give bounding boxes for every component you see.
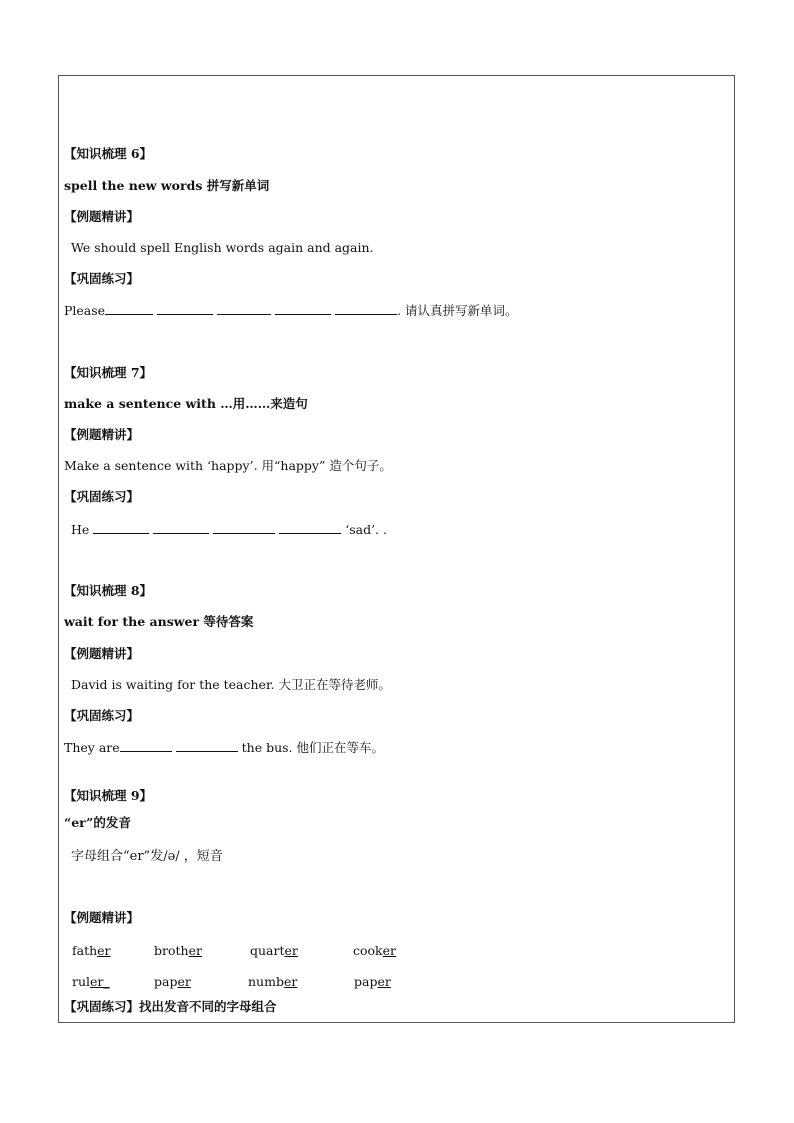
section8-heading: 【知识梳理 8】 — [64, 583, 153, 598]
section9-phrase: “er”的发音 — [64, 815, 131, 830]
section9-practice — [64, 999, 277, 1015]
section7-practice-heading: 【巩固练习】 — [64, 489, 140, 504]
practice-text: He — [71, 522, 90, 537]
section6-example: We should spell English words again and again. — [71, 240, 374, 255]
example-word: father — [72, 943, 111, 958]
example-word: cooker — [353, 943, 397, 958]
answer-blank[interactable] — [157, 302, 213, 315]
section8-practice — [64, 739, 384, 756]
section7-example-heading: 【例题精讲】 — [64, 427, 140, 442]
practice-text: the bus. 他们正在等车。 — [241, 740, 384, 755]
practice-text: ‘sad’. . — [345, 522, 387, 537]
example-word: brother — [154, 943, 202, 958]
section8-practice-heading: 【巩固练习】 — [64, 708, 140, 723]
section7-heading: 【知识梳理 7】 — [64, 365, 153, 380]
answer-blank[interactable] — [213, 521, 275, 534]
section6-example-heading: 【例题精讲】 — [64, 209, 140, 224]
section8-example-heading: 【例题精讲】 — [64, 646, 140, 661]
section6-practice — [64, 302, 517, 319]
answer-blank[interactable] — [176, 739, 238, 752]
section6-practice-heading: 【巩固练习】 — [64, 271, 140, 286]
example-word: ruler_ — [72, 974, 110, 989]
example-word: paper — [354, 974, 391, 989]
answer-blank[interactable] — [93, 521, 149, 534]
section8-example: David is waiting for the teacher. 大卫正在等待老师。 — [71, 677, 392, 692]
practice-text: . 请认真拼写新单词。 — [397, 303, 518, 318]
answer-blank[interactable] — [279, 521, 341, 534]
section9-practice-heading: 【巩固练习】 — [64, 999, 140, 1014]
answer-blank[interactable] — [275, 302, 331, 315]
answer-blank[interactable] — [105, 302, 153, 315]
section6-phrase: spell the new words 拼写新单词 — [64, 178, 270, 193]
example-word: quarter — [250, 943, 298, 958]
answer-blank[interactable] — [153, 521, 209, 534]
example-word: number — [248, 974, 298, 989]
content-frame — [58, 75, 735, 1023]
answer-blank[interactable] — [335, 302, 397, 315]
section8-phrase: wait for the answer 等待答案 — [64, 614, 254, 629]
answer-blank[interactable] — [120, 739, 172, 752]
section9-rule: 字母组合“er”发/ə/ ，短音 — [71, 849, 223, 864]
section7-example: Make a sentence with ‘happy’. 用“happy” 造个句子。 — [64, 458, 392, 473]
practice-text: They are — [64, 740, 120, 755]
section7-phrase: make a sentence with …用……来造句 — [64, 396, 308, 411]
example-word: paper — [154, 974, 191, 989]
section9-practice-text: 找出发音不同的字母组合 — [139, 999, 277, 1014]
section7-practice — [71, 521, 387, 538]
section9-example-heading: 【例题精讲】 — [64, 910, 140, 925]
practice-text: Please — [64, 303, 106, 318]
answer-blank[interactable] — [217, 302, 271, 315]
section6-heading: 【知识梳理 6】 — [64, 146, 153, 161]
section9-heading: 【知识梳理 9】 — [64, 788, 153, 803]
